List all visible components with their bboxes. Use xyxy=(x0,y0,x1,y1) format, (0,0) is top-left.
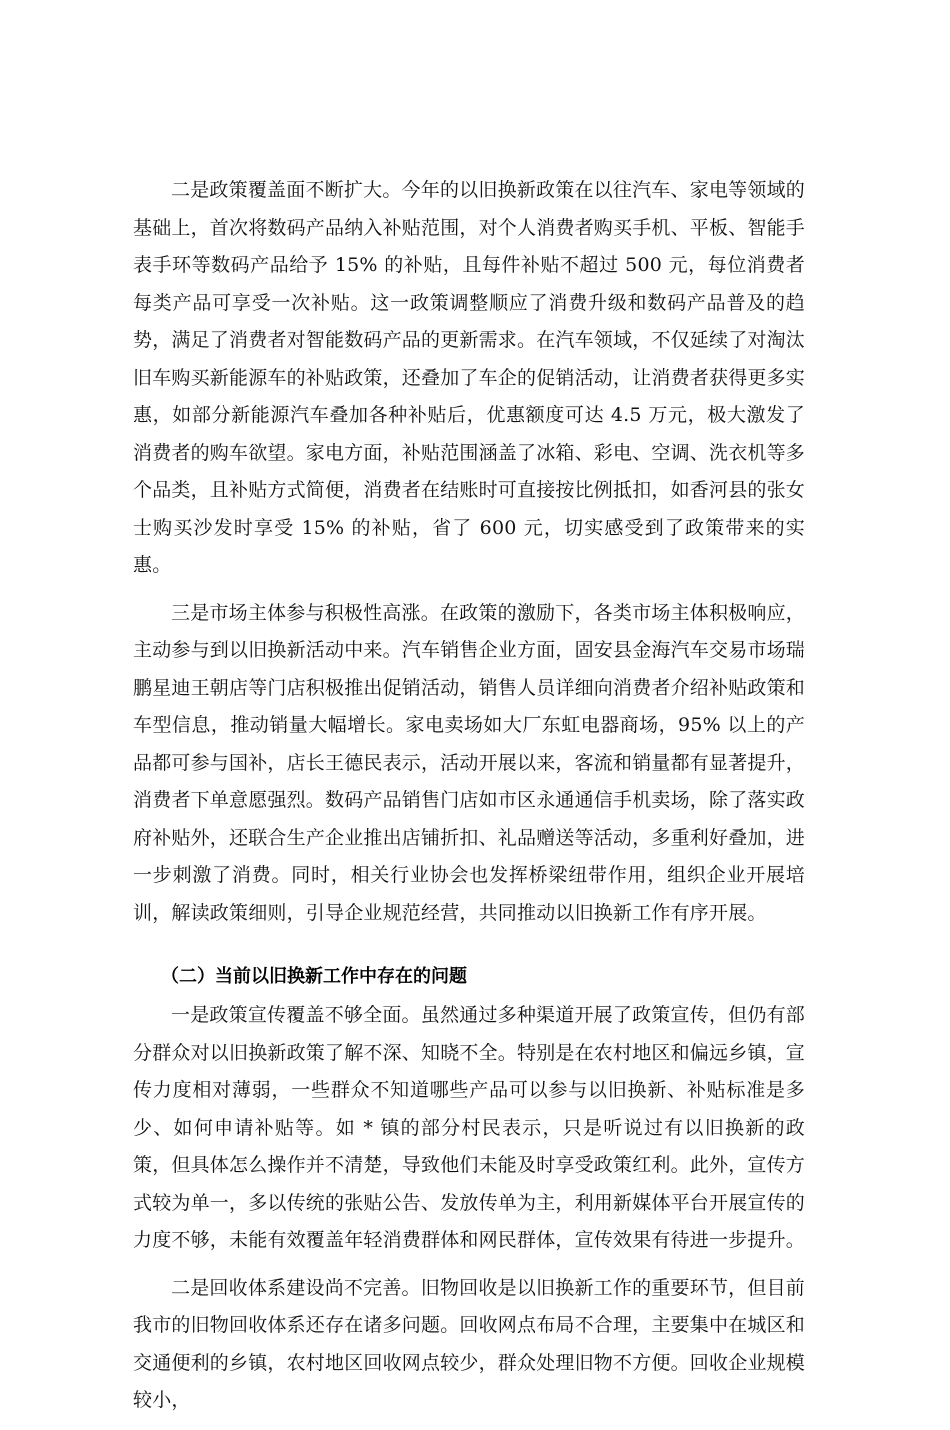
paragraph-policy-coverage: 二是政策覆盖面不断扩大。今年的以旧换新政策在以往汽车、家电等领域的基础上，首次将数码产品纳入补贴范围，对个人消费者购买手机、平板、智能手表手环等数码产品给予 15% 的补贴，且每件补贴不超过 500 元，每位消费者每类产品可享受一次补贴。这一政策调整顺应了消费升级和数码产品普及的趋势，满足了消费者对智能数码产品的更新需求。在汽车领域，不仅延续了对淘汰旧车购买新能源车的补贴政策，还叠加了车企的促销活动，让消费者获得更多实惠，如部分新能源汽车叠加各种补贴后，优惠额度可达 4.5 万元，极大激发了消费者的购车欲望。家电方面，补贴范围涵盖了冰箱、彩电、空调、洗衣机等多个品类，且补贴方式简便，消费者在结账时可直接按比例抵扣，如香河县的张女士购买沙发时享受 15% 的补贴，省了 600 元，切实感受到了政策带来的实惠。 xyxy=(133,179,806,576)
document-body xyxy=(133,172,805,1430)
paragraph-publicity-issue: 一是政策宣传覆盖不够全面。虽然通过多种渠道开展了政策宣传，但仍有部分群众对以旧换新政策了解不深、知晓不全。特别是在农村地区和偏远乡镇，宣传力度相对薄弱，一些群众不知道哪些产品可以参与以旧换新、补贴标准是多少、如何申请补贴等。如 * 镇的部分村民表示，只是听说过有以旧换新的政策，但具体怎么操作并不清楚，导致他们未能及时享受政策红利。此外，宣传方式较为单一，多以传统的张贴公告、发放传单为主，利用新媒体平台开展宣传的力度不够，未能有效覆盖年轻消费群体和网民群体，宣传效果有待进一步提升。 xyxy=(133,1004,806,1251)
paragraph-recycling-issue: 二是回收体系建设尚不完善。旧物回收是以旧换新工作的重要环节，但目前我市的旧物回收体系还存在诸多问题。回收网点布局不合理，主要集中在城区和交通便利的乡镇，农村地区回收网点较少，群众处理旧物不方便。回收企业规模较小， xyxy=(133,1276,806,1411)
section-heading: （二）当前以旧换新工作中存在的问题 xyxy=(161,966,467,987)
paragraph-market-participation: 三是市场主体参与积极性高涨。在政策的激励下，各类市场主体积极响应，主动参与到以旧换新活动中来。汽车销售企业方面，固安县金海汽车交易市场瑞鹏星迪王朝店等门店积极推出促销活动，销售人员详细向消费者介绍补贴政策和车型信息，推动销量大幅增长。家电卖场如大厂东虹电器商场，95% 以上的产品都可参与国补，店长王德民表示，活动开展以来，客流和销量都有显著提升，消费者下单意愿强烈。数码产品销售门店如市区永通通信手机卖场，除了落实政府补贴外，还联合生产企业推出店铺折扣、礼品赠送等活动，多重利好叠加，进一步刺激了消费。同时，相关行业协会也发挥桥梁纽带作用，组织企业开展培训，解读政策细则，引导企业规范经营，共同推动以旧换新工作有序开展。 xyxy=(133,601,806,924)
